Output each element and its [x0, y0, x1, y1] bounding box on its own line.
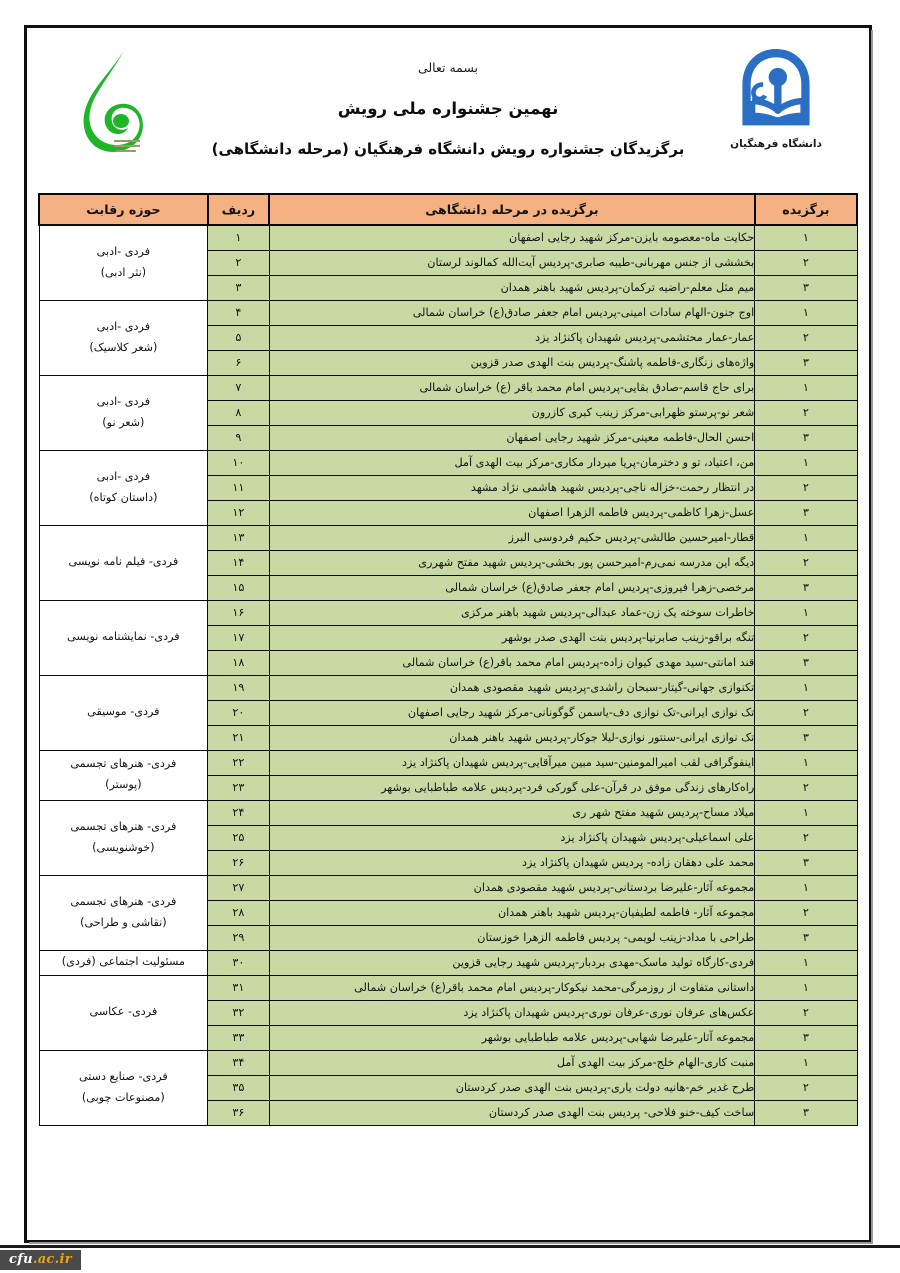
cell-winner-name: طراحی با مداد-زینب لویمی- پردیس فاطمه الزهرا خوزستان: [269, 925, 755, 950]
cell-winner-name: احسن الحال-فاطمه معینی-مرکز شهید رجایی اصفهان: [269, 425, 755, 450]
column-header-area: حوزه رقابت: [39, 194, 208, 225]
cell-competition-area: فردی- نمایشنامه نویسی: [39, 600, 208, 675]
cell-winner-name: دیگه این مدرسه نمی‌رم-امیرحسن پور بخشی-پردیس شهید مفتح شهرری: [269, 550, 755, 575]
table-row: [39, 1050, 857, 1075]
cell-row-number: ۱۱: [208, 475, 269, 500]
cell-row-number: ۲۵: [208, 825, 269, 850]
cell-competition-area: فردی- عکاسی: [39, 975, 208, 1050]
cell-winner-name: مجموعه آثار- فاطمه لطیفیان-پردیس شهید باهنر همدان: [269, 900, 755, 925]
cell-winner-name: مجموعه آثار-علیرضا شهابی-پردیس علامه طباطبایی بوشهر: [269, 1025, 755, 1050]
cell-row-number: ۶: [208, 350, 269, 375]
cell-place: ۳: [755, 425, 857, 450]
cell-place: ۱: [755, 450, 857, 475]
cell-place: ۱: [755, 1050, 857, 1075]
cell-row-number: ۲۲: [208, 750, 269, 775]
cell-place: ۲: [755, 325, 857, 350]
cell-place: ۱: [755, 600, 857, 625]
cell-winner-name: عسل-زهرا کاظمی-پردیس فاطمه الزهرا اصفهان: [269, 500, 755, 525]
column-header-rank: ردیف: [208, 194, 269, 225]
cell-place: ۲: [755, 700, 857, 725]
cell-competition-area: فردی -ادبی (شعر کلاسیک): [39, 300, 208, 375]
cell-winner-name: شعر نو-پرستو ظهرابی-مرکز زینب کبری کازرون: [269, 400, 755, 425]
cell-winner-name: خاطرات سوخته یک زن-عماد عبدالی-پردیس شهید باهنر مرکزی: [269, 600, 755, 625]
cell-winner-name: قند امانتی-سید مهدی کیوان زاده-پردیس امام محمد باقر(ع) خراسان شمالی: [269, 650, 755, 675]
cell-competition-area: فردی- هنرهای تجسمی (پوستر): [39, 750, 208, 800]
cell-row-number: ۳۵: [208, 1075, 269, 1100]
page-frame: [24, 25, 872, 1243]
page-title: نهمین جشنواره ملی رویش: [337, 99, 559, 118]
table-row: [39, 450, 857, 475]
cell-row-number: ۸: [208, 400, 269, 425]
rouyesh-festival-logo-block: [45, 34, 195, 164]
cell-winner-name: اینفوگرافی لقب امیرالمومنین-سید مبین میرآقایی-پردیس شهیدان پاکنژاد یزد: [269, 750, 755, 775]
winners-table-wrapper: [27, 193, 869, 1126]
cell-row-number: ۳۴: [208, 1050, 269, 1075]
cell-competition-area: فردی- فیلم نامه نویسی: [39, 525, 208, 600]
cell-row-number: ۱۴: [208, 550, 269, 575]
table-row: [39, 875, 857, 900]
cell-place: ۲: [755, 825, 857, 850]
cell-winner-name: ساخت کیف-خنو فلاحی- پردیس بنت الهدی صدر کردستان: [269, 1100, 755, 1125]
cell-winner-name: عکس‌های عرفان نوری-عرفان نوری-پردیس شهیدان پاکنژاد یزد: [269, 1000, 755, 1025]
cell-place: ۱: [755, 975, 857, 1000]
cell-winner-name: محمد علی دهقان زاده- پردیس شهیدان پاکنژاد یزد: [269, 850, 755, 875]
watermark-secondary: .ac.ir: [32, 1252, 72, 1267]
cell-place: ۱: [755, 225, 857, 250]
cell-winner-name: علی اسماعیلی-پردیس شهیدان پاکنژاد یزد: [269, 825, 755, 850]
cell-row-number: ۱۰: [208, 450, 269, 475]
cell-place: ۳: [755, 850, 857, 875]
cell-winner-name: تنگه براقو-زینب صابرنیا-پردیس بنت الهدی صدر بوشهر: [269, 625, 755, 650]
cell-competition-area: فردی -ادبی (شعر نو): [39, 375, 208, 450]
cell-place: ۱: [755, 675, 857, 700]
cell-winner-name: بخششی از جنس مهربانی-طیبه صابری-پردیس آیت‌الله کمالوند لرستان: [269, 250, 755, 275]
cell-place: ۳: [755, 650, 857, 675]
cell-row-number: ۲۸: [208, 900, 269, 925]
cell-row-number: ۱: [208, 225, 269, 250]
cell-place: ۳: [755, 725, 857, 750]
cell-row-number: ۲۳: [208, 775, 269, 800]
cell-winner-name: عمار-عمار محتشمی-پردیس شهیدان پاکنژاد یزد: [269, 325, 755, 350]
table-row: [39, 975, 857, 1000]
cell-place: ۱: [755, 750, 857, 775]
cell-row-number: ۲: [208, 250, 269, 275]
cell-winner-name: مجموعه آثار-علیرضا بردستانی-پردیس شهید مقصودی همدان: [269, 875, 755, 900]
cell-winner-name: فردی-کارگاه تولید ماسک-مهدی بردبار-پردیس شهید رجایی قزوین: [269, 950, 755, 975]
cell-row-number: ۳۲: [208, 1000, 269, 1025]
cell-competition-area: فردی- موسیقی: [39, 675, 208, 750]
cell-place: ۱: [755, 950, 857, 975]
cell-competition-area: فردی -ادبی (نثر ادبی): [39, 225, 208, 300]
cell-row-number: ۳۰: [208, 950, 269, 975]
farhangian-university-logo: [730, 44, 822, 136]
cell-place: ۱: [755, 300, 857, 325]
cell-place: ۳: [755, 925, 857, 950]
farhangian-university-logo-block: [701, 34, 851, 150]
cell-winner-name: داستانی متفاوت از روزمرگی-محمد نیکوکار-پردیس امام محمد باقر(ع) خراسان شمالی: [269, 975, 755, 1000]
cell-place: ۳: [755, 275, 857, 300]
cell-winner-name: منبت کاری-الهام خلج-مرکز بیت الهدی آمل: [269, 1050, 755, 1075]
cell-winner-name: حکایت ماه-معصومه بایزن-مرکز شهید رجایی اصفهان: [269, 225, 755, 250]
cell-winner-name: اوج جنون-الهام سادات امینی-پردیس امام جعفر صادق(ع) خراسان شمالی: [269, 300, 755, 325]
cell-row-number: ۳۳: [208, 1025, 269, 1050]
table-row: [39, 600, 857, 625]
document-header: [27, 28, 869, 193]
cell-competition-area: فردی- صنایع دستی (مصنوعات چوبی): [39, 1050, 208, 1125]
footer-rule: [0, 1245, 900, 1248]
cell-winner-name: تک نوازی ایرانی-سنتور نوازی-لیلا جوکار-پردیس شهید باهنر همدان: [269, 725, 755, 750]
cell-row-number: ۱۸: [208, 650, 269, 675]
cell-row-number: ۱۹: [208, 675, 269, 700]
cell-place: ۳: [755, 350, 857, 375]
cell-competition-area: فردی- هنرهای تجسمی (نقاشی و طراحی): [39, 875, 208, 950]
cell-row-number: ۳۶: [208, 1100, 269, 1125]
cell-row-number: ۱۳: [208, 525, 269, 550]
cell-row-number: ۲۶: [208, 850, 269, 875]
cell-place: ۲: [755, 400, 857, 425]
cell-place: ۱: [755, 375, 857, 400]
cell-competition-area: فردی- هنرهای تجسمی (خوشنویسی): [39, 800, 208, 875]
cell-row-number: ۱۷: [208, 625, 269, 650]
cell-row-number: ۲۴: [208, 800, 269, 825]
cell-place: ۳: [755, 575, 857, 600]
cell-row-number: ۳: [208, 275, 269, 300]
cell-winner-name: قطار-امیرحسین طالشی-پردیس حکیم فردوسی البرز: [269, 525, 755, 550]
cell-winner-name: طرح غدیر خم-هانیه دولت یاری-پردیس بنت الهدی صدر کردستان: [269, 1075, 755, 1100]
cell-winner-name: راه‌کارهای زندگی موفق در قرآن-علی گورکی فرد-پردیس علامه طباطبایی بوشهر: [269, 775, 755, 800]
cell-row-number: ۷: [208, 375, 269, 400]
cell-row-number: ۱۵: [208, 575, 269, 600]
cell-place: ۲: [755, 625, 857, 650]
cell-winner-name: برای حاج قاسم-صادق بقایی-پردیس امام محمد باقر (ع) خراسان شمالی: [269, 375, 755, 400]
cell-place: ۲: [755, 775, 857, 800]
cell-row-number: ۲۷: [208, 875, 269, 900]
cell-place: ۲: [755, 550, 857, 575]
page-subtitle: برگزیدگان جشنواره رویش دانشگاه فرهنگیان (مرحله دانشگاهی): [211, 140, 685, 158]
cell-place: ۲: [755, 900, 857, 925]
farhangian-university-logo-caption: دانشگاه فرهنگیان: [730, 138, 822, 150]
besmeh-line: بسمه تعالی: [417, 60, 479, 75]
cell-competition-area: مسئولیت اجتماعی (فردی): [39, 950, 208, 975]
cell-winner-name: میلاد مساح-پردیس شهید مفتح شهر ری: [269, 800, 755, 825]
cell-place: ۱: [755, 875, 857, 900]
cell-place: ۱: [755, 525, 857, 550]
cell-place: ۲: [755, 475, 857, 500]
cell-row-number: ۴: [208, 300, 269, 325]
cell-competition-area: فردی -ادبی (داستان کوتاه): [39, 450, 208, 525]
watermark-primary: cfu: [9, 1252, 33, 1267]
cell-row-number: ۲۰: [208, 700, 269, 725]
table-row: [39, 300, 857, 325]
cell-row-number: ۹: [208, 425, 269, 450]
cell-row-number: ۲۱: [208, 725, 269, 750]
title-block: [195, 34, 701, 158]
cell-row-number: ۱۶: [208, 600, 269, 625]
table-row: [39, 675, 857, 700]
cell-place: ۲: [755, 1000, 857, 1025]
cell-place: ۲: [755, 1075, 857, 1100]
column-header-place: برگزیده: [755, 194, 857, 225]
cell-place: ۲: [755, 250, 857, 275]
rouyesh-festival-logo: [80, 44, 160, 164]
cell-place: ۳: [755, 500, 857, 525]
cell-row-number: ۲۹: [208, 925, 269, 950]
winners-table-body: [39, 225, 857, 1125]
cell-row-number: ۱۲: [208, 500, 269, 525]
cell-place: ۳: [755, 1025, 857, 1050]
cell-winner-name: میم مثل معلم-راضیه ترکمان-پردیس شهید باهنر همدان: [269, 275, 755, 300]
cell-winner-name: تکنوازی جهانی-گیتار-سبحان راشدی-پردیس شهید مقصودی همدان: [269, 675, 755, 700]
cell-winner-name: تک نوازی ایرانی-تک نوازی دف-یاسمن گوگونانی-مرکز شهید رجایی اصفهان: [269, 700, 755, 725]
winners-table: [38, 193, 858, 1126]
table-row: [39, 375, 857, 400]
cell-place: ۱: [755, 800, 857, 825]
table-row: [39, 225, 857, 250]
table-row: [39, 800, 857, 825]
cell-winner-name: مرخصی-زهرا فیروزی-پردیس امام جعفر صادق(ع) خراسان شمالی: [269, 575, 755, 600]
cell-place: ۳: [755, 1100, 857, 1125]
table-row: [39, 525, 857, 550]
table-row: [39, 950, 857, 975]
cell-winner-name: در انتظار رحمت-خزاله ناجی-پردیس شهید هاشمی نژاد مشهد: [269, 475, 755, 500]
table-row: [39, 750, 857, 775]
column-header-name: برگزیده در مرحله دانشگاهی: [269, 194, 755, 225]
cell-winner-name: من، اعتیاد، تو و دخترمان-پریا میردار مکاری-مرکز بیت الهدی آمل: [269, 450, 755, 475]
table-header-row: [39, 194, 857, 225]
cell-row-number: ۵: [208, 325, 269, 350]
site-watermark: [0, 1250, 81, 1270]
cell-winner-name: واژه‌های زنگاری-فاطمه پاشنگ-پردیس بنت الهدی صدر قزوین: [269, 350, 755, 375]
cell-row-number: ۳۱: [208, 975, 269, 1000]
